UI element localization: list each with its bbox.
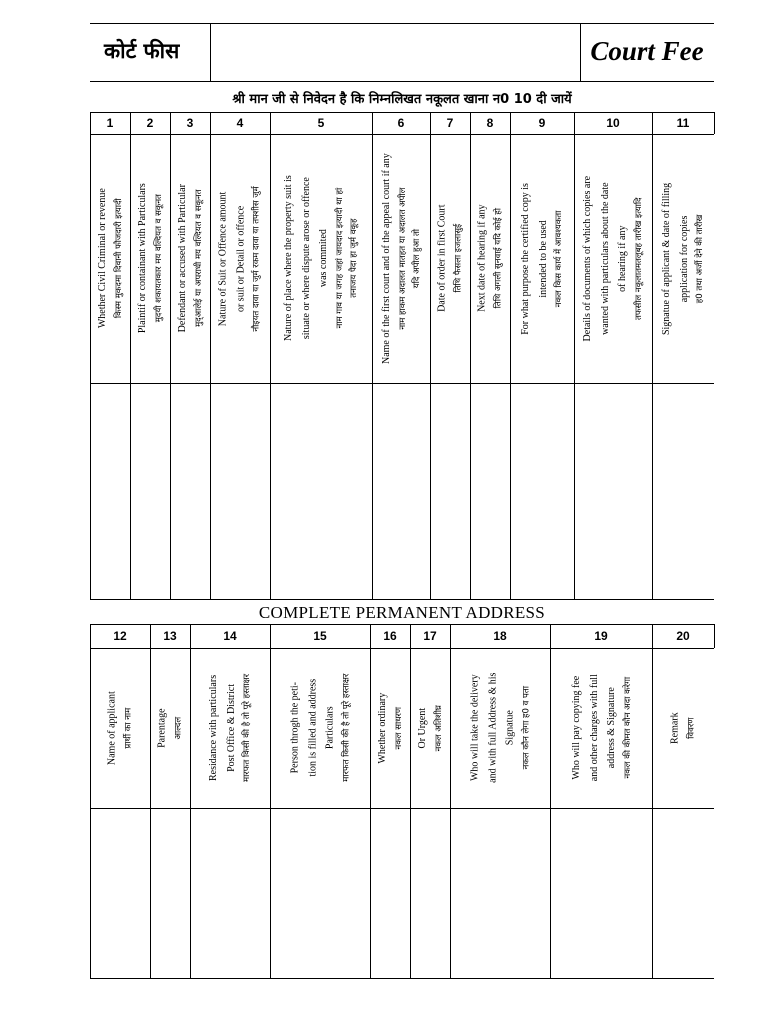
column-number: 4 xyxy=(236,116,244,130)
header-line: For what purpose the certified copy is xyxy=(520,182,532,335)
header-line: Defendant or accused with Particular xyxy=(176,184,188,333)
header-line: situate or where dispute arose or offence xyxy=(300,177,312,340)
column-number: 12 xyxy=(113,629,127,643)
column-header xyxy=(90,134,130,383)
header-line: नाम गाव या जगह जहां जायदाद इत्यादी था हां xyxy=(334,188,345,329)
header-line: Who will take the delivery xyxy=(469,674,481,782)
column-number: 1 xyxy=(106,116,114,130)
column-header xyxy=(270,134,372,383)
column-header xyxy=(270,648,370,808)
column-header xyxy=(430,134,470,383)
column-number: 11 xyxy=(676,116,690,130)
column-header xyxy=(90,648,150,808)
title-english: Court Fee xyxy=(590,36,704,66)
header-line: मुदयी शकायतकार मय वल्दियत व सकूनत xyxy=(153,194,164,323)
column-header xyxy=(470,134,510,383)
header-line: Signatue of applicant & date of filling xyxy=(661,182,673,335)
column-header xyxy=(170,134,210,383)
column-header xyxy=(652,648,714,808)
header-line: तिथि अगली सुनवाई यदि कोई हो xyxy=(493,208,504,309)
column-number: 15 xyxy=(313,629,327,643)
header-line: तनाजय पैदा हा जुर्म वकूह xyxy=(349,218,360,299)
column-number: 14 xyxy=(223,629,237,643)
header-line: तफसील नकूलातमतलूबह तारीख इत्यादि xyxy=(633,197,644,320)
column-header xyxy=(150,648,190,808)
header-line: address & Signature xyxy=(605,687,617,769)
header-line: intended to be used xyxy=(537,219,549,298)
header-line: Person throgh the peti- xyxy=(289,682,301,774)
header-line: Signatue xyxy=(504,710,516,746)
column-header xyxy=(510,134,574,383)
header-line: Name of applicant xyxy=(106,691,118,765)
column-header xyxy=(652,134,714,383)
header-line: Remark xyxy=(669,712,681,744)
column-number: 20 xyxy=(676,629,690,643)
header-line: Or Urgent xyxy=(416,707,428,749)
column-number: 18 xyxy=(493,629,507,643)
header-line: मुद्‌आलेई या अपराधी मय वल्दियत व सकूनत xyxy=(193,189,204,328)
header-line: नाम हाकम अदालत मातहत या अदालत अपील xyxy=(396,187,407,330)
header-line: यदि अपील हुआ तो xyxy=(411,228,422,289)
header-line: tion is filled and address xyxy=(306,679,318,777)
column-header xyxy=(574,134,652,383)
column-number: 7 xyxy=(446,116,454,130)
header-line: and with full Address & his xyxy=(486,672,498,784)
address-title: COMPLETE PERMANENT ADDRESS xyxy=(258,603,546,622)
header-line: तिथि फैसला इजलासुई xyxy=(453,224,464,293)
column-number: 8 xyxy=(486,116,494,130)
header-line: ह0 तथा अर्जी देने की तारीख xyxy=(695,214,706,303)
header-line: and other charges with full xyxy=(587,674,599,782)
request-line: श्री मान जी से निवेदन है कि निम्नलिखत नकूलत खाना न0 10 दी जायें xyxy=(232,92,572,107)
header-line: किस्म मुकदमा दिवानी फौजदारी इत्यादी xyxy=(113,198,124,319)
header-line: Post Office & District xyxy=(225,684,237,772)
header-line: नकल साधरण xyxy=(393,706,404,750)
header-line: मारफत किसी की है तो पूरे हस्ताक्षर xyxy=(242,673,253,783)
header-line: विवरण xyxy=(686,717,697,739)
header-line: Parentage xyxy=(156,708,168,748)
column-header xyxy=(550,648,652,808)
column-header xyxy=(372,134,430,383)
header-line: Particulars xyxy=(324,706,336,750)
column-header xyxy=(370,648,410,808)
column-number: 9 xyxy=(538,116,546,130)
header-line: नौइयत दावा या जुर्म रकम दावा या तफ्शीस जुर्म xyxy=(252,185,263,332)
column-header xyxy=(410,648,450,808)
column-number: 2 xyxy=(146,116,154,130)
column-header xyxy=(210,134,270,383)
column-number: 10 xyxy=(606,116,620,130)
column-header xyxy=(190,648,270,808)
header-line: Nature of Suit or Offence amount xyxy=(218,191,230,326)
column-number: 3 xyxy=(186,116,194,130)
header-line: मारफत किसी की है तो पूरे हस्ताक्षर xyxy=(340,673,351,783)
column-number: 6 xyxy=(397,116,405,130)
header-line: प्रार्थी का नाम xyxy=(123,707,134,749)
header-line: नकल की कीमत कौन अदा करेगा xyxy=(621,677,632,779)
header-line: Details of documents of which copies are xyxy=(582,175,594,342)
title-hindi: कोर्ट फीस xyxy=(104,39,180,63)
column-number: 17 xyxy=(423,629,437,643)
column-number: 19 xyxy=(594,629,608,643)
header-line: Plaintif or containant with Particulars xyxy=(136,183,148,334)
header-line: Nature of place where the property suit is xyxy=(282,175,294,342)
header-line: of hearing if any xyxy=(617,225,629,292)
header-line: नकल कौन लेगा ह0 व पता xyxy=(520,686,531,770)
column-number: 13 xyxy=(163,629,177,643)
header-line: नकल किस कार्य में आवश्यकता xyxy=(554,210,565,307)
column-number: 16 xyxy=(383,629,397,643)
column-header xyxy=(450,648,550,808)
header-line: application for copies xyxy=(678,215,690,302)
header-line: Date of order in first Court xyxy=(436,204,448,313)
header-line: Whether ordinary xyxy=(376,692,388,764)
header-line: Residance with particulars xyxy=(208,674,220,782)
header-line: or suit or Detail or offence xyxy=(235,205,247,312)
header-line: आल्दल xyxy=(173,716,184,740)
header-line: Who will pay copying fee xyxy=(570,676,582,780)
header-line: Next date of hearing if any xyxy=(476,204,488,313)
column-number: 5 xyxy=(317,116,325,130)
header-line: नकल अतिशीघ्र xyxy=(433,704,444,752)
header-line: Whether Civil Criminal or revenue xyxy=(96,188,108,329)
header-line: was commited xyxy=(317,229,329,288)
header-line: wanted with particulars about the date xyxy=(599,182,611,335)
header-line: Name of the first court and of the appeal court if any xyxy=(380,153,392,364)
column-header xyxy=(130,134,170,383)
